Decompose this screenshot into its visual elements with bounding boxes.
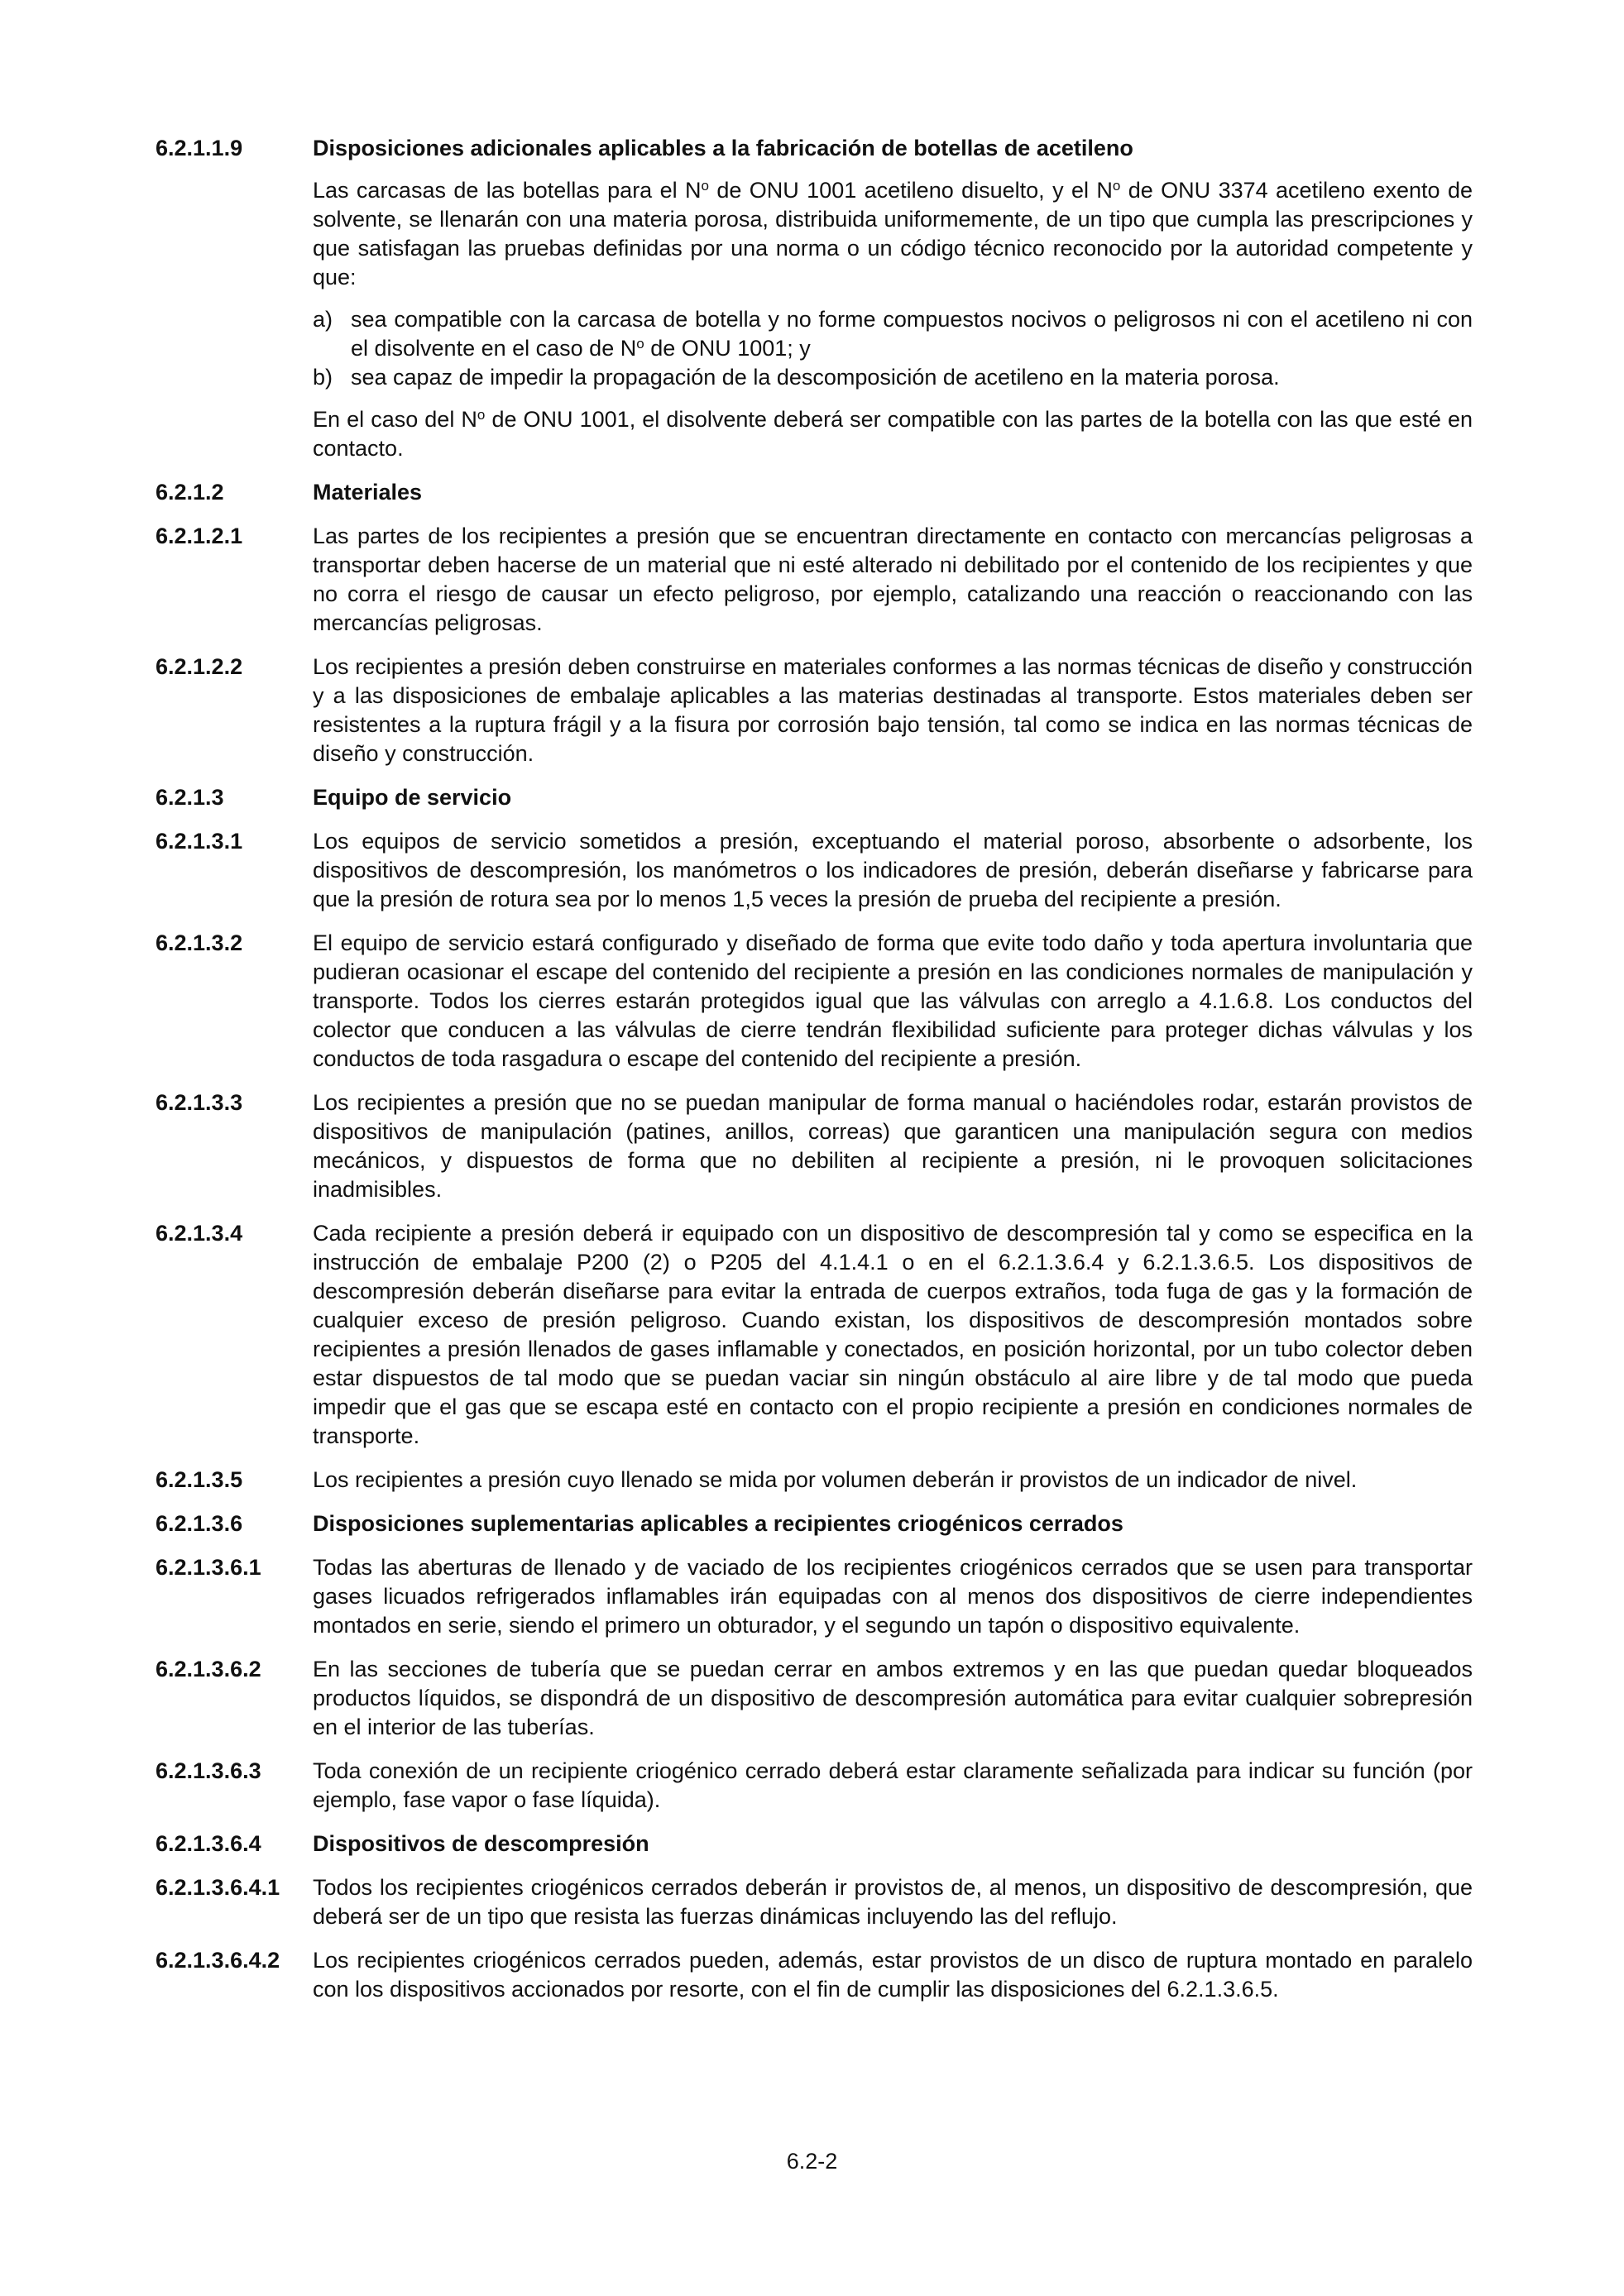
- section-text: En las secciones de tubería que se puedan cerrar en ambos extremos y en las que puedan quedar bloqueados productos líquidos, se dispondrá de un dispositivo de descompresión automática para evitar cualquier sobrepresión en el interior de las tuberías.: [313, 1657, 1473, 1739]
- section-number: 6.2.1.3.6.2: [156, 1657, 261, 1681]
- section-heading: Dispositivos de descompresión: [313, 1831, 649, 1856]
- section-number: 6.2.1.3.6.4.1: [156, 1875, 280, 1900]
- section-number: 6.2.1.3.1: [156, 829, 243, 854]
- section-number: 6.2.1.1.9: [156, 136, 243, 160]
- section-6-2-1-1-9: [156, 134, 1473, 463]
- section-6-2-1-3: [156, 783, 1473, 812]
- section-number: 6.2.1.2.1: [156, 524, 243, 548]
- section-body: [313, 134, 1473, 463]
- section-number: 6.2.1.3.5: [156, 1467, 243, 1492]
- list-item-label: b): [313, 365, 333, 390]
- list-item-label: a): [313, 307, 333, 332]
- section-heading: Disposiciones suplementarias aplicables a recipientes criogénicos cerrados: [313, 1511, 1123, 1536]
- section-6-2-1-3-6: [156, 1509, 1473, 1538]
- section-6-2-1-3-6-4-1: [156, 1873, 1473, 1931]
- paragraph: Las carcasas de las botellas para el $N^o$ de ONU 1001 acetileno disuelto, y el $N^o$ de ONU 3374 acetileno exento de solvente, se llenarán con una materia porosa, distribuida uniformemente, de un tipo que cumpla las prescripciones y que satisfagan las pruebas definidas por una norma o un código técnico reconocido por la autoridad competente y que:: [313, 178, 1473, 289]
- list-item-text: sea capaz de impedir la propagación de la descomposición de acetileno en la materia porosa.: [351, 365, 1280, 390]
- paragraph: En el caso del $N^o$ de ONU 1001, el disolvente deberá ser compatible con las partes de la botella con las que esté en contacto.: [313, 407, 1473, 461]
- section-6-2-1-3-3: [156, 1088, 1473, 1204]
- section-text: Los recipientes criogénicos cerrados pueden, además, estar provistos de un disco de ruptura montado en paralelo con los dispositivos accionados por resorte, con el fin de cumplir las disposiciones del 6.2.1.3.6.5.: [313, 1948, 1473, 2002]
- section-number: 6.2.1.3.2: [156, 930, 243, 955]
- section-text: Todas las aberturas de llenado y de vaciado de los recipientes criogénicos cerrados que se usen para transportar gases licuados refrigerados inflamables irán equipadas con al menos dos dispositivos de cierre independientes montados en serie, siendo el primero un obturador, y el segundo un tapón o dispositivo equivalente.: [313, 1555, 1473, 1638]
- section-number: 6.2.1.3.6.4.2: [156, 1948, 280, 1973]
- section-6-2-1-2: [156, 478, 1473, 507]
- section-heading: Disposiciones adicionales aplicables a la fabricación de botellas de acetileno: [313, 136, 1133, 160]
- section-text: Los recipientes a presión que no se puedan manipular de forma manual o haciéndoles rodar, estarán provistos de dispositivos de manipulación (patines, anillos, correas) que garanticen una manipulación segura con medios mecánicos, y dispuestos de forma que no debiliten al recipiente a presión, ni le provoquen solicitaciones inadmisibles.: [313, 1090, 1473, 1202]
- section-text: Todos los recipientes criogénicos cerrados deberán ir provistos de, al menos, un dispositivo de descompresión, que deberá ser de un tipo que resista las fuerzas dinámicas incluyendo las del reflujo.: [313, 1875, 1473, 1929]
- section-heading: Equipo de servicio: [313, 785, 512, 810]
- section-text: Los recipientes a presión cuyo llenado se mida por volumen deberán ir provistos de un indicador de nivel.: [313, 1467, 1358, 1492]
- section-text: Toda conexión de un recipiente criogénico cerrado deberá estar claramente señalizada para indicar su función (por ejemplo, fase vapor o fase líquida).: [313, 1758, 1473, 1812]
- section-text: Los recipientes a presión deben construirse en materiales conformes a las normas técnicas de diseño y construcción y a las disposiciones de embalaje aplicables a las materias destinadas al transporte. Estos materiales deben ser resistentes a la ruptura frágil y a la fisura por corrosión bajo tensión, tal como se indica en las normas técnicas de diseño y construcción.: [313, 654, 1473, 766]
- section-number: 6.2.1.3.6.3: [156, 1758, 261, 1783]
- section-text: Los equipos de servicio sometidos a presión, exceptuando el material poroso, absorbente o adsorbente, los dispositivos de descompresión, los manómetros o los indicadores de presión, deberán diseñarse y fabricarse para que la presión de rotura sea por lo menos 1,5 veces la presión de prueba del recipiente a presión.: [313, 829, 1473, 911]
- section-6-2-1-3-6-4: [156, 1830, 1473, 1858]
- section-6-2-1-3-6-4-2: [156, 1946, 1473, 2004]
- section-number: 6.2.1.3.3: [156, 1090, 243, 1115]
- section-6-2-1-3-5: [156, 1466, 1473, 1495]
- section-text: Cada recipiente a presión deberá ir equipado con un dispositivo de descompresión tal y como se especifica en la instrucción de embalaje P200 (2) o P205 del 4.1.4.1 o en el 6.2.1.3.6.4 y 6.2.1.3.6.5. Los dispositivos de descompresión deberán diseñarse para evitar la entrada de cuerpos extraños, toda fuga de gas y la formación de cualquier exceso de presión peligroso. Cuando existan, los dispositivos de descompresión montados sobre recipientes a presión llenados de gases inflamable y conectados, en posición horizontal, por un tubo colector deben estar dispuestos de tal modo que se puedan vaciar sin ningún obstáculo al aire libre y de tal modo que pueda impedir que el gas que se escapa esté en contacto con el propio recipiente a presión en condiciones normales de transporte.: [313, 1221, 1473, 1448]
- section-6-2-1-2-1: [156, 522, 1473, 638]
- section-6-2-1-3-2: [156, 929, 1473, 1074]
- section-number: 6.2.1.3.6.1: [156, 1555, 261, 1580]
- list-item: [313, 305, 1473, 363]
- section-text: Las partes de los recipientes a presión que se encuentran directamente en contacto con mercancías peligrosas a transportar deben hacerse de un material que ni esté alterado ni debilitado por el contenido de los recipientes y que no corra el riesgo de causar un efecto peligroso, por ejemplo, catalizando una reacción o reaccionando con las mercancías peligrosas.: [313, 524, 1473, 635]
- section-6-2-1-3-6-1: [156, 1553, 1473, 1640]
- section-number: 6.2.1.3.4: [156, 1221, 243, 1246]
- page-number: 6.2-2: [786, 2149, 838, 2174]
- section-6-2-1-3-1: [156, 827, 1473, 914]
- section-6-2-1-3-6-2: [156, 1655, 1473, 1742]
- section-number: 6.2.1.2: [156, 480, 224, 505]
- section-number: 6.2.1.3: [156, 785, 224, 810]
- item-list: [313, 305, 1473, 392]
- list-item: [313, 363, 1473, 392]
- section-6-2-1-3-6-3: [156, 1757, 1473, 1815]
- document-page: [156, 134, 1473, 2019]
- list-item-text: sea compatible con la carcasa de botella y no forme compuestos nocivos o peligrosos ni con el acetileno ni con el disolvente en el caso de $N^o$ de ONU 1001; y: [351, 307, 1473, 361]
- section-heading: Materiales: [313, 480, 423, 505]
- section-number: 6.2.1.2.2: [156, 654, 243, 679]
- section-6-2-1-2-2: [156, 653, 1473, 768]
- section-text: El equipo de servicio estará configurado y diseñado de forma que evite todo daño y toda apertura involuntaria que pudieran ocasionar el escape del contenido del recipiente a presión en las condiciones normales de manipulación y transporte. Todos los cierres estarán protegidos igual que las válvulas con arreglo a 4.1.6.8. Los conductos del colector que conducen a las válvulas de cierre tendrán flexibilidad suficiente para proteger dichas válvulas y los conductos de toda rasgadura o escape del contenido del recipiente a presión.: [313, 930, 1473, 1071]
- section-6-2-1-3-4: [156, 1219, 1473, 1451]
- section-number: 6.2.1.3.6: [156, 1511, 243, 1536]
- section-number: 6.2.1.3.6.4: [156, 1831, 261, 1856]
